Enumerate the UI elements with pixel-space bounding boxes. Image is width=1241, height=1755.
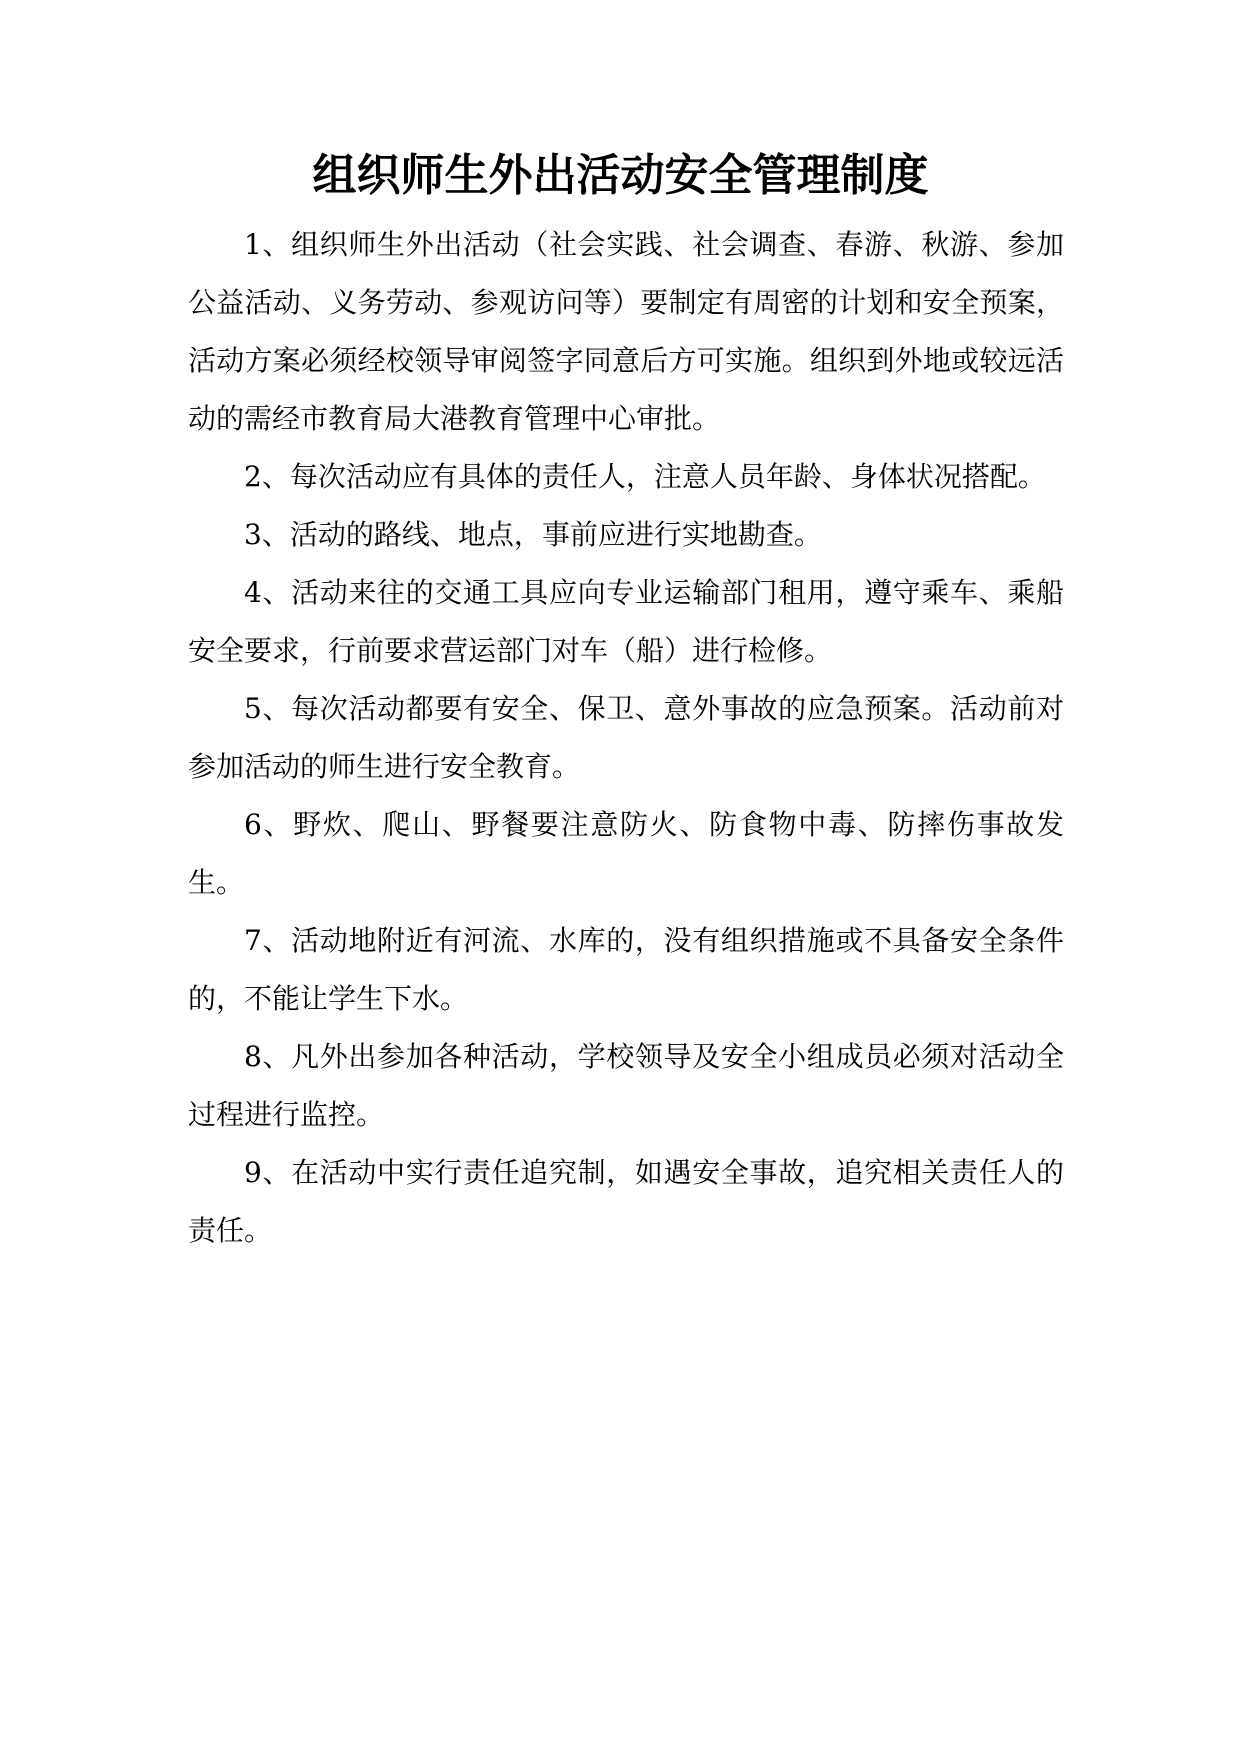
rule-paragraph-4: 4、活动来往的交通工具应向专业运输部门租用，遵守乘车、乘船安全要求，行前要求营运部门对车（船）进行检修。: [188, 576, 1064, 667]
rule-paragraph-8: 8、凡外出参加各种活动，学校领导及安全小组成员必须对活动全过程进行监控。: [188, 1040, 1064, 1131]
rule-paragraph-7: 7、活动地附近有河流、水库的，没有组织措施或不具备安全条件的，不能让学生下水。: [188, 924, 1064, 1015]
rule-paragraph-5: 5、每次活动都要有安全、保卫、意外事故的应急预案。活动前对参加活动的师生进行安全教育。: [188, 692, 1064, 783]
document-title: 组织师生外出活动安全管理制度: [312, 150, 929, 201]
rule-paragraph-3: 3、活动的路线、地点，事前应进行实地勘查。: [244, 518, 822, 551]
document-body: [188, 216, 1064, 1260]
rule-paragraph-2: 2、每次活动应有具体的责任人，注意人员年龄、身体状况搭配。: [244, 460, 1046, 493]
rule-paragraph-9: 9、在活动中实行责任追究制，如遇安全事故，追究相关责任人的责任。: [188, 1156, 1064, 1247]
rule-paragraph-6: 6、野炊、爬山、野餐要注意防火、防食物中毒、防摔伤事故发生。: [188, 808, 1064, 899]
rule-paragraph-1: 1、组织师生外出活动（社会实践、社会调查、春游、秋游、参加公益活动、义务劳动、参观访问等）要制定有周密的计划和安全预案，活动方案必须经校领导审阅签字同意后方可实施。组织到外地或较远活动的需经市教育局大港教育管理中心审批。: [188, 228, 1064, 435]
